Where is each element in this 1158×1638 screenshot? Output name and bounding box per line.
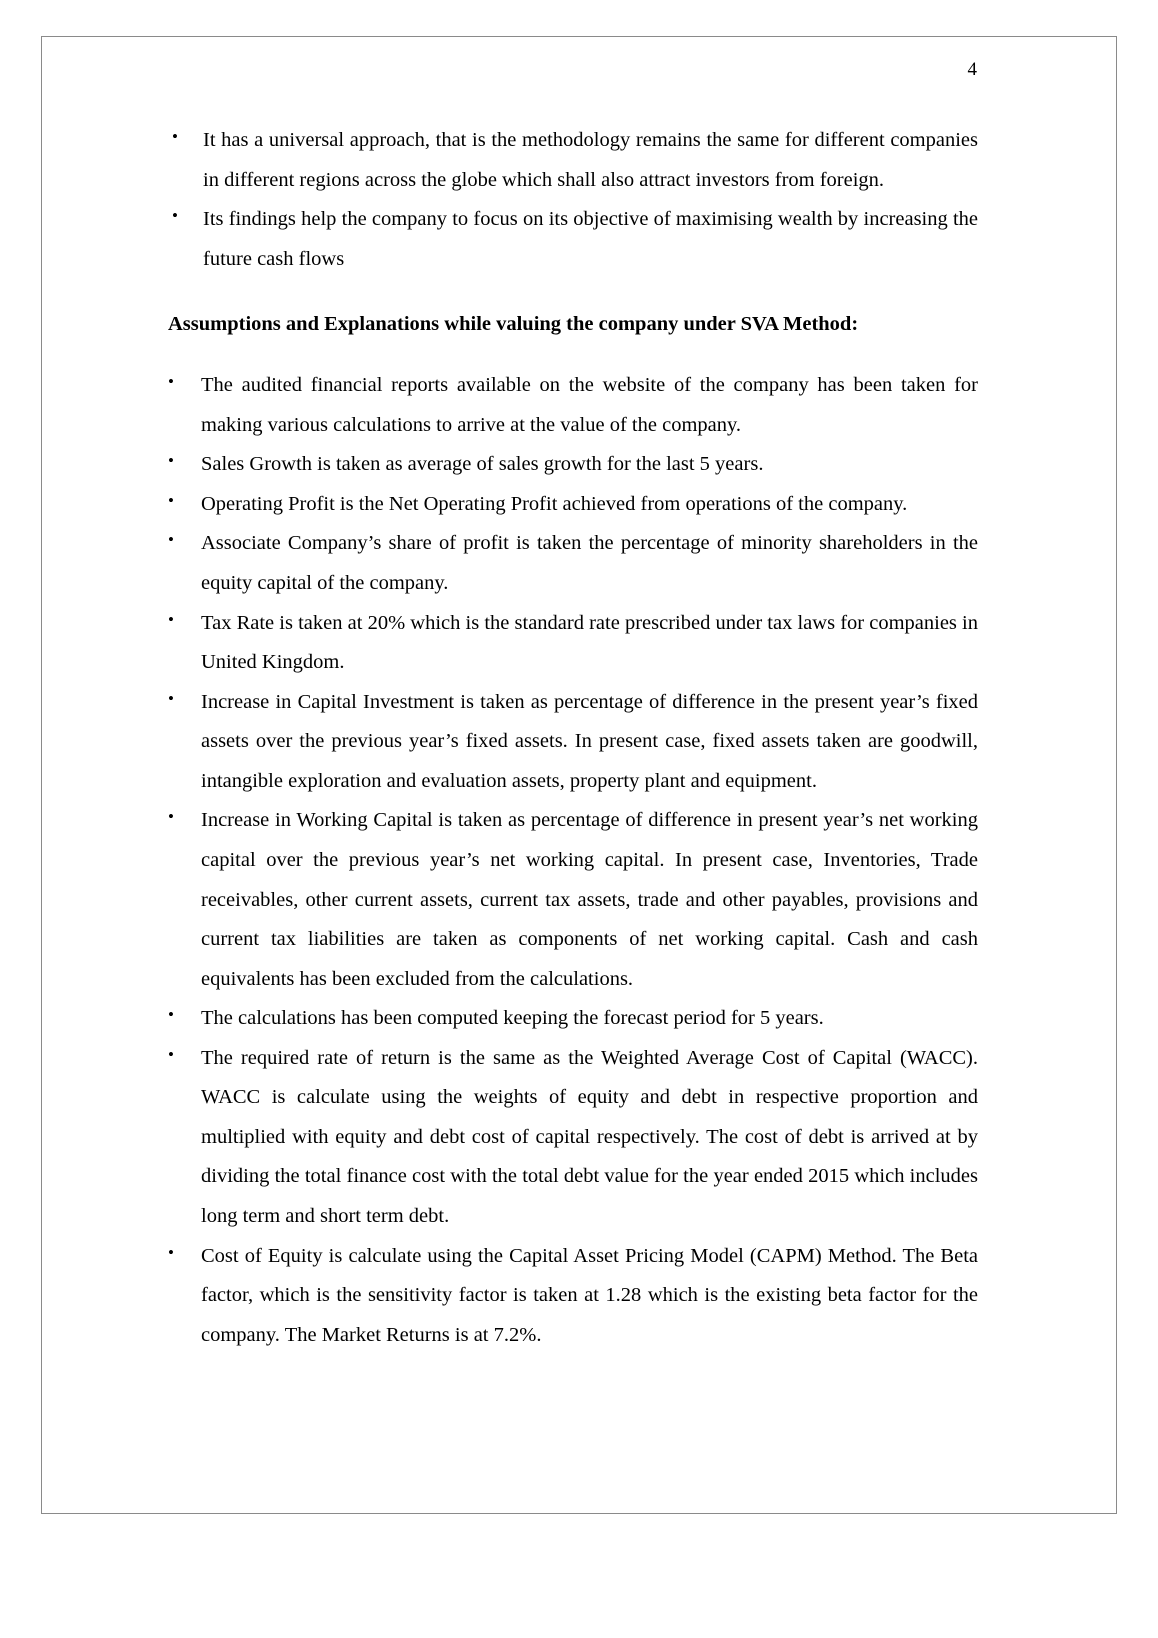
list-item: • It has a universal approach, that is the methodology remains the same for different companies in different regions across the globe which shall also attract investors from foreign.	[168, 121, 978, 200]
list-item: • Sales Growth is taken as average of sales growth for the last 5 years.	[168, 445, 978, 485]
page-number: 4	[967, 59, 977, 80]
list-item: • Its findings help the company to focus on its objective of maximising wealth by increasing the future cash flows	[168, 200, 978, 279]
assumptions-bullet-list	[168, 366, 978, 1355]
list-item: • The audited financial reports available on the website of the company has been taken for making various calculations to arrive at the value of the company.	[168, 366, 978, 445]
list-item: • The calculations has been computed keeping the forecast period for 5 years.	[168, 999, 978, 1039]
list-item: • Associate Company’s share of profit is taken the percentage of minority shareholders in the equity capital of the company.	[168, 524, 978, 603]
list-item: • Tax Rate is taken at 20% which is the standard rate prescribed under tax laws for companies in United Kingdom.	[168, 604, 978, 683]
section-heading: Assumptions and Explanations while valuing the company under SVA Method:	[168, 313, 859, 336]
top-bullet-list	[168, 121, 978, 279]
list-item: • Increase in Capital Investment is taken as percentage of difference in the present year’s fixed assets over the previous year’s fixed assets. In present case, fixed assets taken are goodwill, intangible exploration and evaluation assets, property plant and equipment.	[168, 683, 978, 802]
list-item: • The required rate of return is the same as the Weighted Average Cost of Capital (WACC). WACC is calculate using the weights of equity and debt in respective proportion and multiplied with equity and debt cost of capital respectively. The cost of debt is arrived at by dividing the total finance cost with the total debt value for the year ended 2015 which includes long term and short term debt.	[168, 1039, 978, 1237]
page-content	[168, 60, 978, 1355]
list-item: • Increase in Working Capital is taken as percentage of difference in present year’s net working capital over the previous year’s net working capital. In present case, Inventories, Trade receivables, other current assets, current tax assets, trade and other payables, provisions and current tax liabilities are taken as components of net working capital. Cash and cash equivalents has been excluded from the calculations.	[168, 801, 978, 999]
list-item: • Operating Profit is the Net Operating Profit achieved from operations of the company.	[168, 485, 978, 525]
list-item: • Cost of Equity is calculate using the Capital Asset Pricing Model (CAPM) Method. The Beta factor, which is the sensitivity factor is taken at 1.28 which is the existing beta factor for the company. The Market Returns is at 7.2%.	[168, 1237, 978, 1356]
